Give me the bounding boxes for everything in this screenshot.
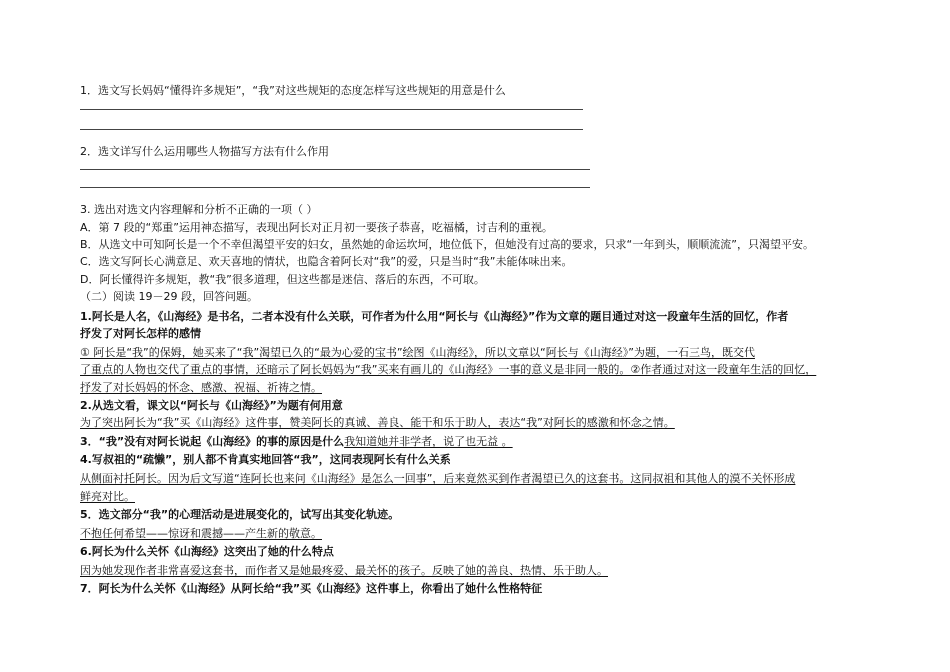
option-a: A．第 7 段的“郑重”运用神态描写，表现出阿长对正月初一要孩子恭喜，吃福橘，讨吉利的重视。 — [80, 221, 553, 234]
question-2: 2．选文详写什么运用哪些人物描写方法有什么作用 — [80, 145, 329, 158]
item-6-question: 6.阿长为什么关怀《山海经》这突出了她的什么特点 — [80, 545, 334, 558]
item-4-question: 4.写叔祖的“疏懒”，别人都不肯真实地回答“我”，这同表现阿长有什么关系 — [80, 453, 451, 466]
item-2-question: 2.从选文看，课文以“阿长与《山海经》”为题有何用意 — [80, 399, 343, 412]
item-1-question: 抒发了对阿长怎样的感情 — [80, 327, 201, 340]
section-heading: （二）阅读 19－29 段，回答问题。 — [80, 290, 258, 303]
question-1: 1．选文写长妈妈“懂得许多规矩”，“我”对这些规矩的态度怎样写这些规矩的用意是什么 — [80, 84, 506, 97]
option-b: B．从选文中可知阿长是一个不幸但渴望平安的妇女，虽然她的命运坎坷，地位低下，但她没有过高的要求，只求“一年到头，顺顺流流”，只渴望平安。 — [80, 238, 814, 251]
item-3 — [80, 435, 513, 449]
item-3-question: 3．“我”没有对阿长说起《山海经》的事的原因是什么 — [80, 435, 345, 448]
option-c: C．选文写阿长心满意足、欢天喜地的情状，也隐含着阿长对“我”的爱，只是当时“我”未能体味出来。 — [80, 255, 573, 268]
item-1-question: 1.阿长是人名，《山海经》是书名，二者本没有什么关联，可作者为什么用“阿长与《山海经》”作为文章的题目通过对这一段童年生活的回忆，作者 — [80, 310, 789, 323]
item-7-question: 7．阿长为什么关怀《山海经》从阿长给“我”买《山海经》这件事上，你看出了她什么性格特征 — [80, 582, 543, 595]
answer-line[interactable] — [80, 187, 590, 188]
item-4-answer: 鲜亮对比。 — [80, 490, 135, 503]
answer-line[interactable] — [80, 109, 583, 110]
item-1-answer: ① 阿长是“我”的保姆，她买来了“我”渴望已久的“最为心爱的宝书”绘图《山海经》，所以文章以“阿长与《山海经》”为题，一石三鸟，既交代 — [80, 346, 755, 359]
item-3-answer: 我知道她并非学者，说了也无益 。 — [344, 435, 513, 448]
option-d: D．阿长懂得许多规矩，教“我”很多道理，但这些都是迷信、落后的东西，不可取。 — [80, 273, 485, 286]
item-1-answer: 了重点的人物也交代了重点的事情，还暗示了阿长妈妈为“我”买来有画儿的《山海经》一事的意义是非同一般的。②作者通过对这一段童年生活的回忆， — [80, 363, 817, 376]
answer-line[interactable] — [80, 169, 590, 170]
item-1-answer: 抒发了对长妈妈的怀念、感激、祝福、祈祷之情。 — [80, 381, 322, 394]
item-6-answer: 因为她发现作者非常喜爱这套书，而作者又是她最疼爱、最关怀的孩子。反映了她的善良、热情、乐于助人。 — [80, 564, 608, 577]
item-5-question: 5．选文部分“我”的心理活动是进展变化的，试写出其变化轨迹。 — [80, 508, 400, 521]
item-2-answer: 为了突出阿长为“我”买《山海经》这件事，赞美阿长的真诚、善良、能干和乐于助人，表达“我”对阿长的感激和怀念之情。 — [80, 416, 675, 429]
answer-line[interactable] — [80, 129, 583, 130]
question-3-stem: 3. 选出对选文内容理解和分析不正确的一项（ ） — [80, 203, 318, 216]
item-4-answer: 从侧面衬托阿长。因为后文写道“连阿长也来问《山海经》是怎么一回事”，后来竟然买到作者渴望已久的这套书。这同叔祖和其他人的漠不关怀形成 — [80, 472, 796, 485]
item-5-answer: 不抱任何希望——惊讶和震撼——产生新的敬意。 — [80, 527, 322, 540]
